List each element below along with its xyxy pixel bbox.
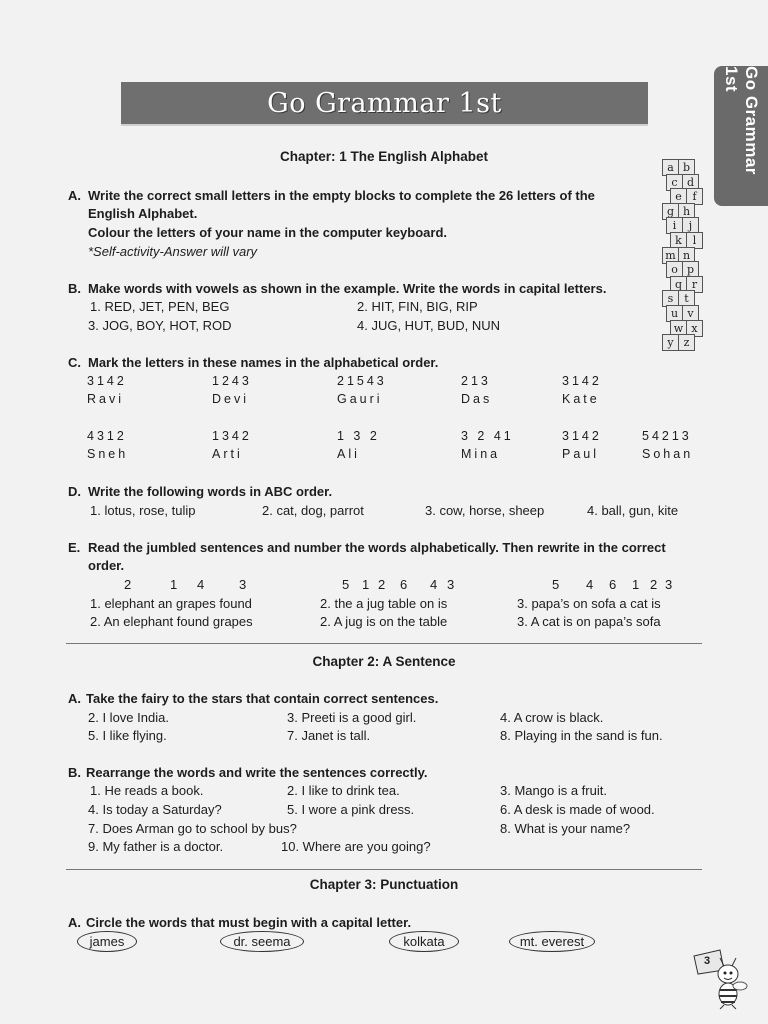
ch1-a-line1: Write the correct small letters in the empty blocks to complete the 26 letters of the (88, 188, 595, 203)
ch1-e-jumbled: 2. the a jug table on is (320, 596, 448, 611)
ch2-a-answer: 3. Preeti is a good girl. (287, 710, 417, 725)
ch1-e-correct: 2. An elephant found grapes (90, 614, 253, 629)
ch1-e-number: 4 (430, 577, 438, 592)
ch1-e-number: 5 (552, 577, 560, 592)
ch1-d-instruction: Write the following words in ABC order. (88, 484, 333, 499)
alphabet-block: r (686, 276, 703, 293)
ch1-e-number: 2 (378, 577, 386, 592)
ch1-d-answer: 2. cat, dog, parrot (262, 503, 364, 518)
ch2-a-instruction: Take the fairy to the stars that contain correct sentences. (86, 691, 439, 706)
ch1-c-instruction: Mark the letters in these names in the alphabetical order. (88, 355, 439, 370)
ch1-e-number: 1 (632, 577, 640, 592)
alphabet-block: d (682, 174, 699, 191)
ch1-c-name: Kate (562, 392, 600, 406)
ch1-d-answer: 1. lotus, rose, tulip (90, 503, 196, 518)
ch1-e-jumbled: 1. elephant an grapes found (90, 596, 252, 611)
ch1-c-name: Mina (461, 447, 501, 461)
ch1-c-name: Ravi (87, 392, 125, 406)
ch1-b-answer: 3. JOG, BOY, HOT, ROD (88, 318, 232, 333)
ch2-b-answer: 10. Where are you going? (281, 839, 431, 854)
ch1-c-name: Gauri (337, 392, 383, 406)
side-tab (714, 66, 768, 206)
ch1-a-note: *Self-activity-Answer will vary (88, 244, 258, 259)
ch1-e-number: 3 (239, 577, 247, 592)
circled-word: dr. seema (220, 931, 304, 952)
ch2-b-answer: 5. I wore a pink dress. (287, 802, 415, 817)
ch1-c-numbers: 1 3 2 (337, 429, 380, 443)
ch2-b-answer: 1. He reads a book. (90, 783, 204, 798)
ch2-a-letter: A. (68, 691, 81, 706)
ch2-b-letter: B. (68, 765, 81, 780)
alphabet-block: w (670, 320, 687, 337)
ch1-c-numbers: 3142 (87, 374, 127, 388)
ch1-e-number: 1 (170, 577, 178, 592)
alphabet-block: m (662, 247, 679, 264)
ch2-b-answer: 6. A desk is made of wood. (500, 802, 655, 817)
alphabet-block: z (678, 334, 695, 351)
ch1-c-numbers: 21543 (337, 374, 387, 388)
ch1-e-number: 6 (609, 577, 617, 592)
ch1-c-name: Arti (212, 447, 243, 461)
ch1-e-correct: 3. A cat is on papa’s sofa (517, 614, 661, 629)
ch2-a-answer: 2. I love India. (88, 710, 169, 725)
page-title: Go Grammar 1st (267, 87, 502, 119)
ch1-c-numbers: 3142 (562, 374, 602, 388)
page-number: 3 (704, 955, 711, 967)
ch1-b-answer: 1. RED, JET, PEN, BEG (90, 299, 230, 314)
circled-word: kolkata (389, 931, 459, 952)
ch1-e-line1: Read the jumbled sentences and number the words alphabetically. Then rewrite in the correct (88, 540, 666, 555)
ch1-e-number: 6 (400, 577, 408, 592)
alphabet-block: i (666, 217, 683, 234)
ch1-c-numbers: 213 (461, 374, 491, 388)
ch1-b-answer: 2. HIT, FIN, BIG, RIP (357, 299, 478, 314)
section-divider (66, 643, 702, 644)
bee-mascot (690, 948, 750, 1013)
ch1-c-numbers: 1342 (212, 429, 252, 443)
ch1-e-number: 4 (586, 577, 594, 592)
chapter-1-title: Chapter: 1 The English Alphabet (279, 149, 489, 164)
ch1-d-letter: D. (68, 484, 81, 499)
ch1-c-numbers: 3142 (562, 429, 602, 443)
ch1-c-numbers: 1243 (212, 374, 252, 388)
ch3-a-instruction: Circle the words that must begin with a capital letter. (86, 915, 412, 930)
alphabet-block: c (666, 174, 683, 191)
alphabet-block: l (686, 232, 703, 249)
ch1-e-number: 3 (447, 577, 455, 592)
ch2-b-answer: 9. My father is a doctor. (88, 839, 224, 854)
alphabet-block: n (678, 247, 695, 264)
ch1-c-name: Das (461, 392, 493, 406)
alphabet-block: x (686, 320, 703, 337)
circled-word: mt. everest (509, 931, 595, 952)
ch1-d-answer: 3. cow, horse, sheep (425, 503, 545, 518)
ch1-e-letter: E. (68, 540, 81, 555)
ch1-c-letter: C. (68, 355, 81, 370)
ch2-a-answer: 5. I like flying. (88, 728, 167, 743)
ch1-a-line3: Colour the letters of your name in the computer keyboard. (88, 225, 448, 240)
chapter-2-title: Chapter 2: A Sentence (312, 654, 456, 669)
section-divider (66, 869, 702, 870)
ch1-e-number: 1 (362, 577, 370, 592)
ch1-c-numbers: 54213 (642, 429, 692, 443)
alphabet-block: a (662, 159, 679, 176)
ch1-e-number: 5 (342, 577, 350, 592)
ch2-b-answer: 2. I like to drink tea. (287, 783, 400, 798)
alphabet-block: t (678, 290, 695, 307)
ch1-c-name: Devi (212, 392, 250, 406)
alphabet-block: p (682, 261, 699, 278)
ch1-a-line2: English Alphabet. (88, 206, 198, 221)
alphabet-block: y (662, 334, 679, 351)
ch1-c-numbers: 3 2 41 (461, 429, 514, 443)
circled-word: james (77, 931, 137, 952)
ch2-a-answer: 4. A crow is black. (500, 710, 604, 725)
ch1-b-letter: B. (68, 281, 81, 296)
ch1-e-number: 3 (665, 577, 673, 592)
ch2-b-answer: 4. Is today a Saturday? (88, 802, 222, 817)
ch1-e-number: 2 (650, 577, 658, 592)
ch1-e-line2: order. (88, 558, 125, 573)
ch1-b-instruction: Make words with vowels as shown in the example. Write the words in capital letters. (88, 281, 607, 296)
alphabet-block: q (670, 276, 687, 293)
alphabet-block: j (682, 217, 699, 234)
bee-icon (690, 948, 750, 1010)
ch1-e-correct: 2. A jug is on the table (320, 614, 448, 629)
ch2-b-answer: 7. Does Arman go to school by bus? (88, 821, 297, 836)
alphabet-block: b (678, 159, 695, 176)
ch1-e-number: 4 (197, 577, 205, 592)
alphabet-block: k (670, 232, 687, 249)
chapter-3-title: Chapter 3: Punctuation (309, 877, 459, 892)
ch2-a-answer: 8. Playing in the sand is fun. (500, 728, 663, 743)
title-banner (121, 82, 648, 124)
alphabet-block: v (682, 305, 699, 322)
ch2-b-instruction: Rearrange the words and write the sentences correctly. (86, 765, 428, 780)
ch1-a-letter: A. (68, 188, 81, 203)
ch1-c-numbers: 4312 (87, 429, 127, 443)
ch1-d-answer: 4. ball, gun, kite (587, 503, 679, 518)
ch1-c-name: Sohan (642, 447, 694, 461)
ch1-b-answer: 4. JUG, HUT, BUD, NUN (357, 318, 501, 333)
ch2-b-answer: 8. What is your name? (500, 821, 631, 836)
side-tab-label: Go Grammar 1st (722, 66, 761, 175)
ch1-c-name: Paul (562, 447, 600, 461)
alphabet-block: o (666, 261, 683, 278)
ch3-a-letter: A. (68, 915, 81, 930)
ch1-c-name: Sneh (87, 447, 129, 461)
ch1-c-name: Ali (337, 447, 360, 461)
ch1-e-number: 2 (124, 577, 132, 592)
alphabet-block: g (662, 203, 679, 220)
alphabet-block: s (662, 290, 679, 307)
ch2-a-answer: 7. Janet is tall. (287, 728, 371, 743)
ch2-b-answer: 3. Mango is a fruit. (500, 783, 607, 798)
alphabet-block: h (678, 203, 695, 220)
alphabet-block: e (670, 188, 687, 205)
alphabet-block: u (666, 305, 683, 322)
alphabet-block: f (686, 188, 703, 205)
ch1-e-jumbled: 3. papa’s on sofa a cat is (517, 596, 661, 611)
